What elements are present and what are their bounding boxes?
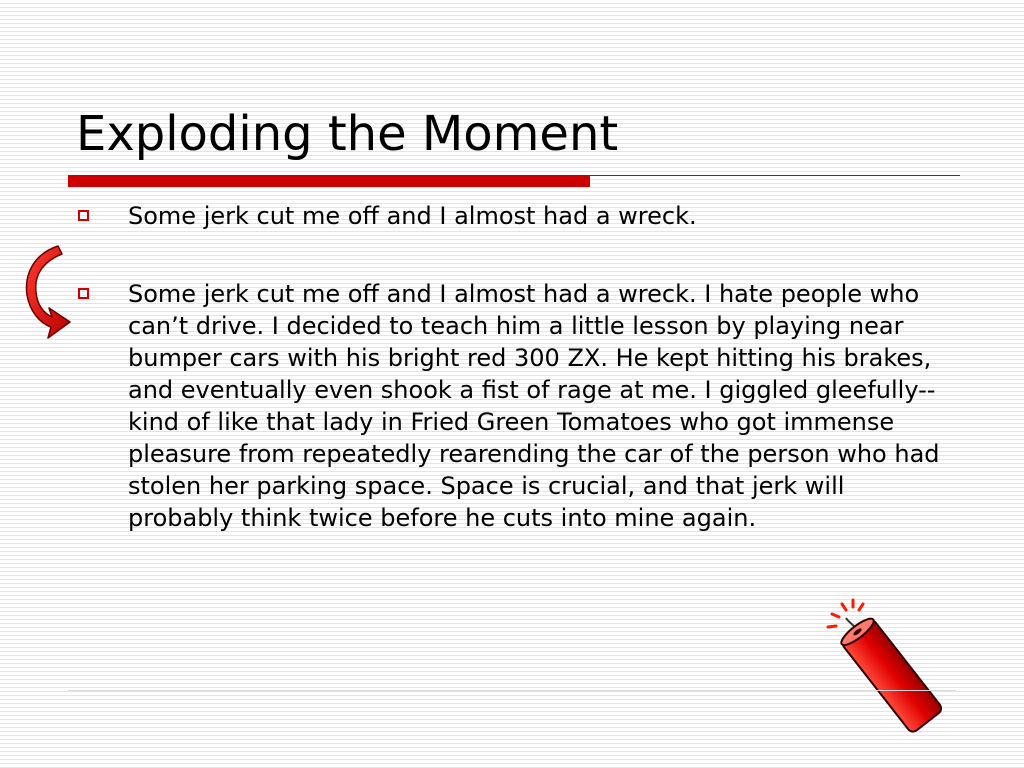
bottom-divider (68, 690, 956, 691)
bullet-text: Some jerk cut me off and I almost had a wreck. (128, 202, 697, 230)
spark-icon (828, 600, 863, 627)
bullet-text: Some jerk cut me off and I almost had a wreck. I hate people who can’t drive. I decided to teach him a little lesson by playing near bumper cars with his bright red 300 ZX. He kept hitting his brakes, and eventually even shook a fist of rage at me. I giggled gleefully--kind of like that lady in Fried Green Tomatoes who got immense pleasure from repeatedly rearending the car of the person who had stolen her parking space. Space is crucial, and that jerk will probably think twice before he cuts into mine again. (128, 280, 940, 532)
slide-title: Exploding the Moment (76, 106, 619, 162)
title-underline (68, 175, 960, 187)
bullet-item-exploded (76, 278, 956, 534)
curved-arrow-icon (18, 240, 74, 344)
title-underline-thin (590, 175, 960, 176)
bullet-item-short (76, 200, 956, 232)
hollow-square-icon (78, 288, 89, 299)
firecracker-icon (820, 594, 956, 734)
hollow-square-icon (78, 210, 89, 221)
bullet-list (76, 200, 956, 534)
title-underline-thick (68, 175, 590, 187)
